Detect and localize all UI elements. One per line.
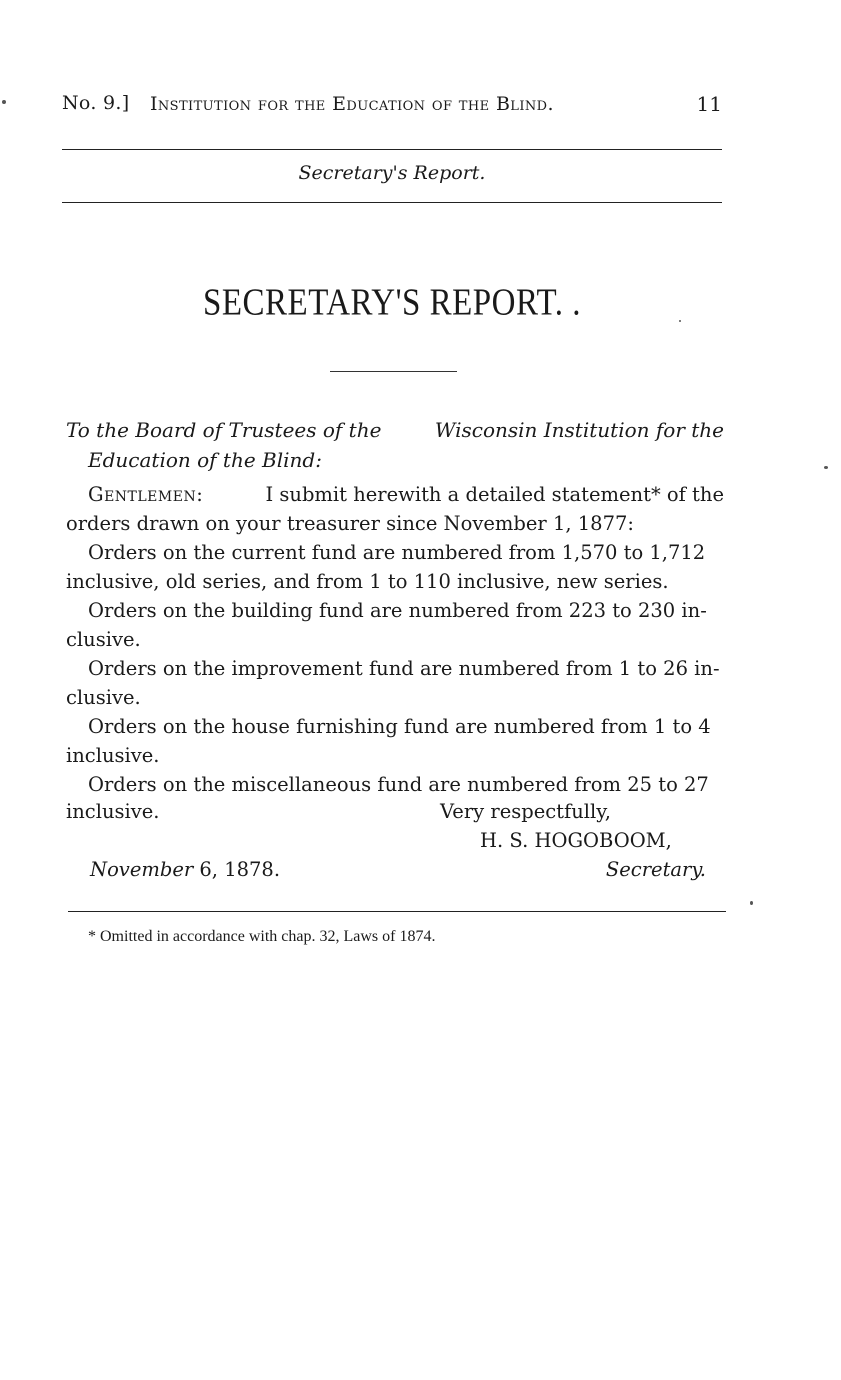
address-line-1 <box>66 415 724 445</box>
paragraph-1-line-1-text: I submit herewith a detailed statement* of the <box>265 483 724 506</box>
report-body <box>66 480 724 799</box>
salutation: Gentlemen: <box>88 483 204 506</box>
footnote-rule <box>68 911 726 912</box>
print-speck <box>2 100 6 104</box>
address-line-1b: Wisconsin Institution for the <box>434 418 724 442</box>
paragraph-1-line-2: orders drawn on your treasurer since November 1, 1877: <box>66 512 634 535</box>
address-line-2: Education of the Blind: <box>88 448 322 472</box>
page-number: 11 <box>696 92 722 116</box>
print-speck <box>750 901 753 905</box>
signatory-name: H. S. HOGOBOOM, <box>480 829 672 852</box>
paragraph-2-line-2: inclusive, old series, and from 1 to 110 inclusive, new series. <box>66 570 669 593</box>
institution-name: Institution for the Education of the Blind. <box>150 93 554 115</box>
paragraph-4-line-2: clusive. <box>66 686 141 709</box>
document-number: No. 9.] <box>62 92 130 114</box>
valediction: Very respectfully, <box>440 800 611 823</box>
print-speck <box>679 320 681 322</box>
page-header <box>62 92 722 122</box>
title-rule <box>330 371 457 372</box>
footnote: * Omitted in accordance with chap. 32, Laws of 1874. <box>88 928 436 945</box>
paragraph-6-line-2: inclusive. <box>66 800 160 823</box>
report-date <box>90 858 280 881</box>
address-line-1a: To the Board of Trustees of the <box>66 418 382 442</box>
paragraph-5-line-1: Orders on the house furnishing fund are numbered from 1 to 4 <box>88 715 711 738</box>
paragraph-6-line-1: Orders on the miscellaneous fund are numbered from 25 to 27 <box>88 773 709 796</box>
paragraph-1-line-1 <box>66 480 724 509</box>
report-title: SECRETARY'S REPORT. . <box>203 282 581 324</box>
header-rule-top <box>62 149 722 150</box>
signatory-role: Secretary. <box>605 858 706 881</box>
paragraph-2-line-1: Orders on the current fund are numbered from 1,570 to 1,712 <box>88 541 706 564</box>
paragraph-5-line-2: inclusive. <box>66 744 160 767</box>
paragraph-4-line-1: Orders on the improvement fund are numbered from 1 to 26 in- <box>88 657 720 680</box>
report-date-rest: 6, 1878. <box>193 858 281 881</box>
print-speck <box>824 466 828 469</box>
report-date-month: November <box>90 858 194 881</box>
running-head: Secretary's Report. <box>298 162 486 184</box>
paragraph-3-line-1: Orders on the building fund are numbered from 223 to 230 in- <box>88 599 707 622</box>
header-rule-bottom <box>62 202 722 203</box>
salutation-address <box>66 415 724 475</box>
paragraph-3-line-2: clusive. <box>66 628 141 651</box>
